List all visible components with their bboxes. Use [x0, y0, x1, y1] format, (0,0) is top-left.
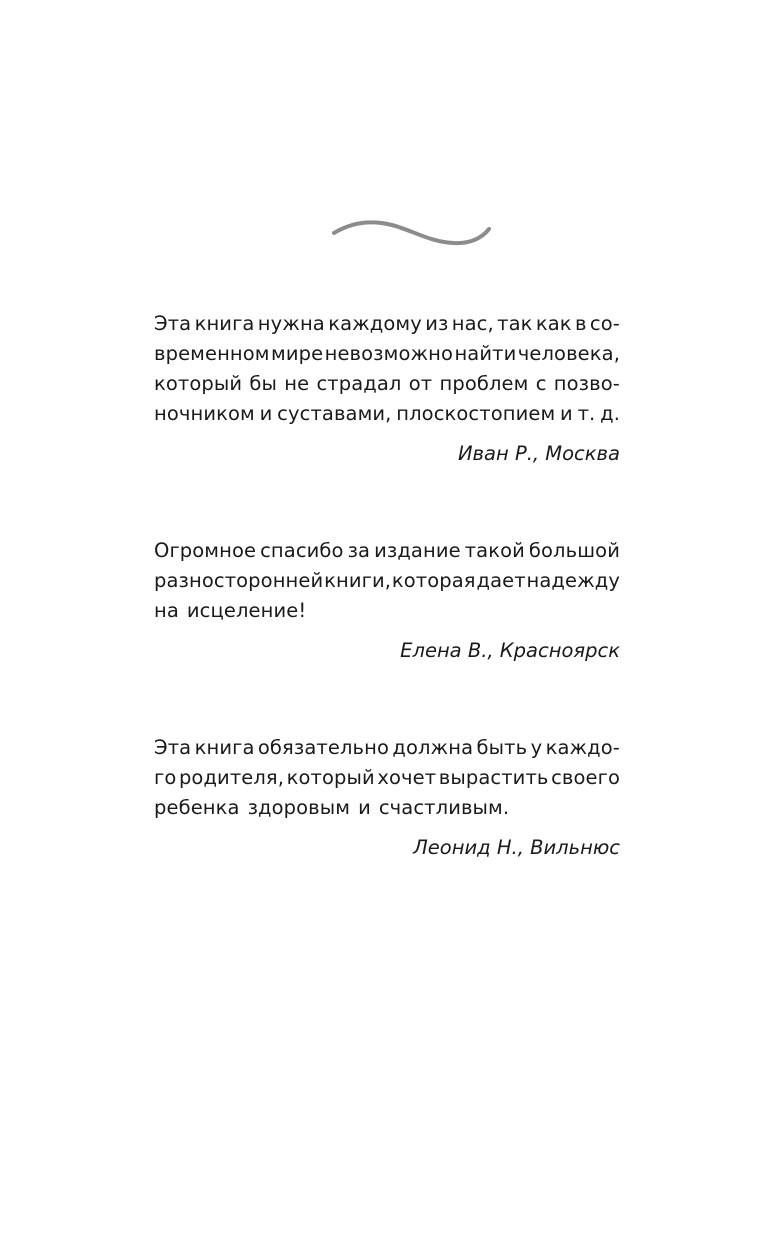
text-line: Эта книга нужна каждому из нас, так как в со-	[154, 312, 620, 335]
testimonial-author: Елена В., Красноярск	[400, 639, 620, 662]
testimonial-2	[154, 536, 620, 666]
text-line: который бы не страдал от проблем с позво-	[154, 372, 620, 395]
testimonial-author: Леонид Н., Вильнюс	[413, 836, 620, 859]
text-line: временном мире невозможно найти человека,	[154, 342, 620, 365]
text-line: ночником и суставами, плоскостопием и т. д.	[154, 402, 620, 425]
text-line: го родителя, который хочет вырастить своего	[154, 766, 620, 789]
text-line: ребенка здоровым и счастливым.	[154, 796, 510, 819]
wave-divider-icon	[330, 212, 492, 252]
testimonial-text	[154, 733, 620, 823]
testimonial-text	[154, 309, 620, 429]
testimonial-text	[154, 536, 620, 626]
text-line: Эта книга обязательно должна быть у каждо-	[154, 736, 620, 759]
text-line: Огромное спасибо за издание такой большой	[154, 539, 620, 562]
testimonial-author: Иван Р., Москва	[457, 442, 620, 465]
text-line: на исцеление!	[154, 599, 307, 622]
text-line: разносторонней книги, которая дает надежду	[154, 569, 620, 592]
testimonial-3	[154, 733, 620, 863]
testimonial-1	[154, 309, 620, 469]
